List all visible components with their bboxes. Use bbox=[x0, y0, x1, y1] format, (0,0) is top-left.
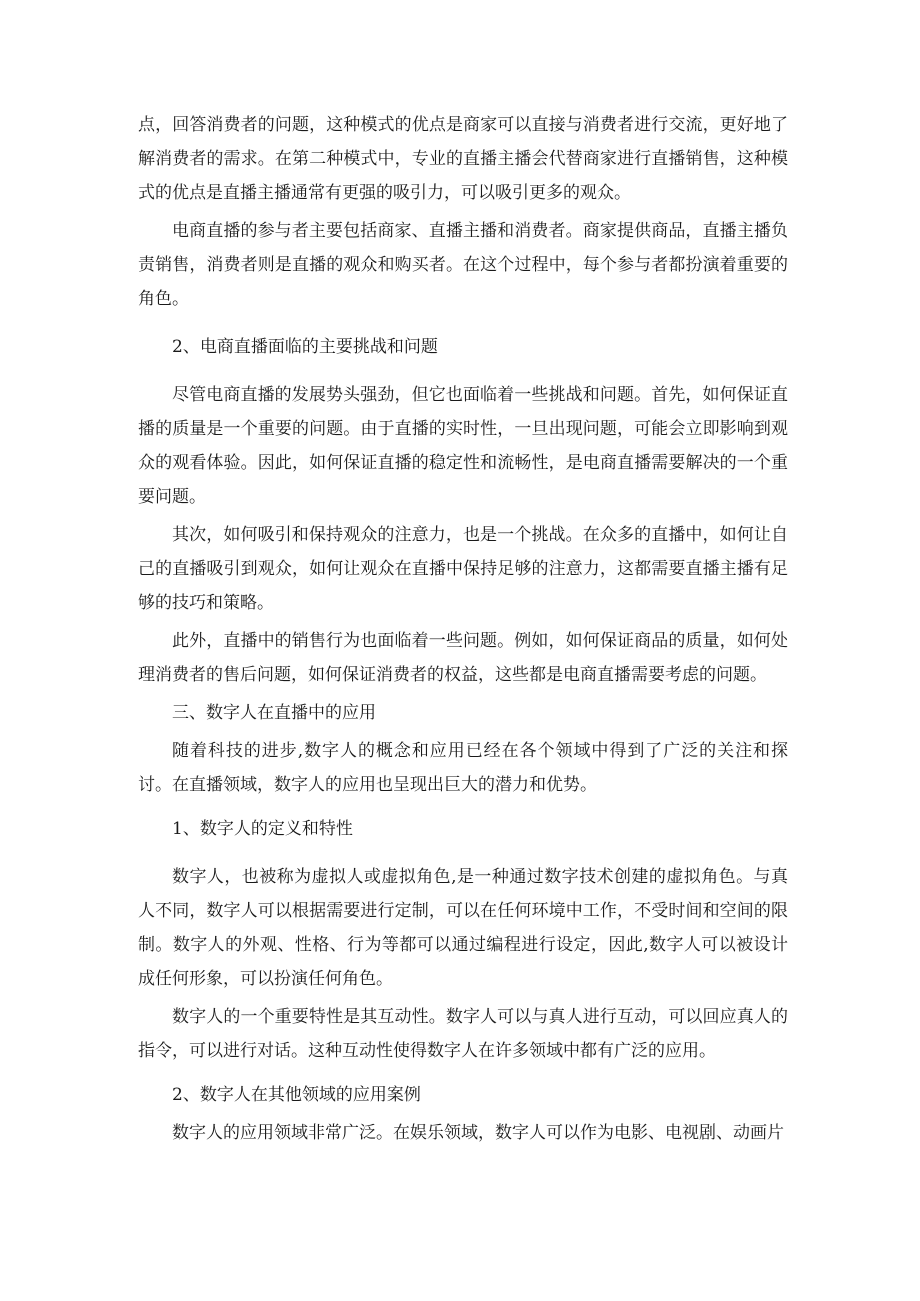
paragraph-sales-issues: 此外，直播中的销售行为也面临着一些问题。例如，如何保证商品的质量，如何处理消费者的售后问题，如何保证消费者的权益，这些都是电商直播需要考虑的问题。 bbox=[138, 631, 788, 685]
document-page bbox=[138, 108, 788, 1150]
paragraph-participants: 电商直播的参与者主要包括商家、直播主播和消费者。商家提供商品，直播主播负责销售，消费者则是直播的观众和购买者。在这个过程中，每个参与者都扮演着重要的角色。 bbox=[138, 221, 788, 309]
chapter-heading-digital-human: 三、数字人在直播中的应用 bbox=[172, 703, 376, 723]
paragraph-live-modes: 点，回答消费者的问题，这种模式的优点是商家可以直接与消费者进行交流，更好地了解消费者的需求。在第二种模式中，专业的直播主播会代替商家进行直播销售，这种模式的优点是直播主播通常有更强的吸引力，可以吸引更多的观众。 bbox=[138, 115, 788, 203]
paragraph-interactivity: 数字人的一个重要特性是其互动性。数字人可以与真人进行互动，可以回应真人的指令，可以进行对话。这种互动性使得数字人在许多领域中都有广泛的应用。 bbox=[138, 1007, 788, 1061]
paragraph-application-areas: 数字人的应用领域非常广泛。在娱乐领域，数字人可以作为电影、电视剧、动画片 bbox=[172, 1123, 784, 1143]
paragraph-live-quality: 尽管电商直播的发展势头强劲，但它也面临着一些挑战和问题。首先，如何保证直播的质量是一个重要的问题。由于直播的实时性，一旦出现问题，可能会立即影响到观众的观看体验。因此，如何保证直播的稳定性和流畅性，是电商直播需要解决的一个重要问题。 bbox=[138, 385, 788, 507]
paragraph-definition: 数字人，也被称为虚拟人或虚拟角色,是一种通过数字技术创建的虚拟角色。与真人不同，数字人可以根据需要进行定制，可以在任何环境中工作，不受时间和空间的限制。数字人的外观、性格、行为等都可以通过编程进行设定，因此,数字人可以被设计成任何形象，可以扮演任何角色。 bbox=[138, 867, 788, 989]
section-heading-other-fields: 2、数字人在其他领域的应用案例 bbox=[172, 1085, 421, 1105]
section-heading-definition: 1、数字人的定义和特性 bbox=[172, 819, 353, 839]
paragraph-digital-human-intro: 随着科技的进步,数字人的概念和应用已经在各个领域中得到了广泛的关注和探讨。在直播领域，数字人的应用也呈现出巨大的潜力和优势。 bbox=[138, 741, 788, 795]
section-heading-challenges: 2、电商直播面临的主要挑战和问题 bbox=[172, 337, 438, 357]
paragraph-audience-attention: 其次，如何吸引和保持观众的注意力，也是一个挑战。在众多的直播中，如何让自己的直播吸引到观众，如何让观众在直播中保持足够的注意力，这都需要直播主播有足够的技巧和策略。 bbox=[138, 525, 788, 613]
